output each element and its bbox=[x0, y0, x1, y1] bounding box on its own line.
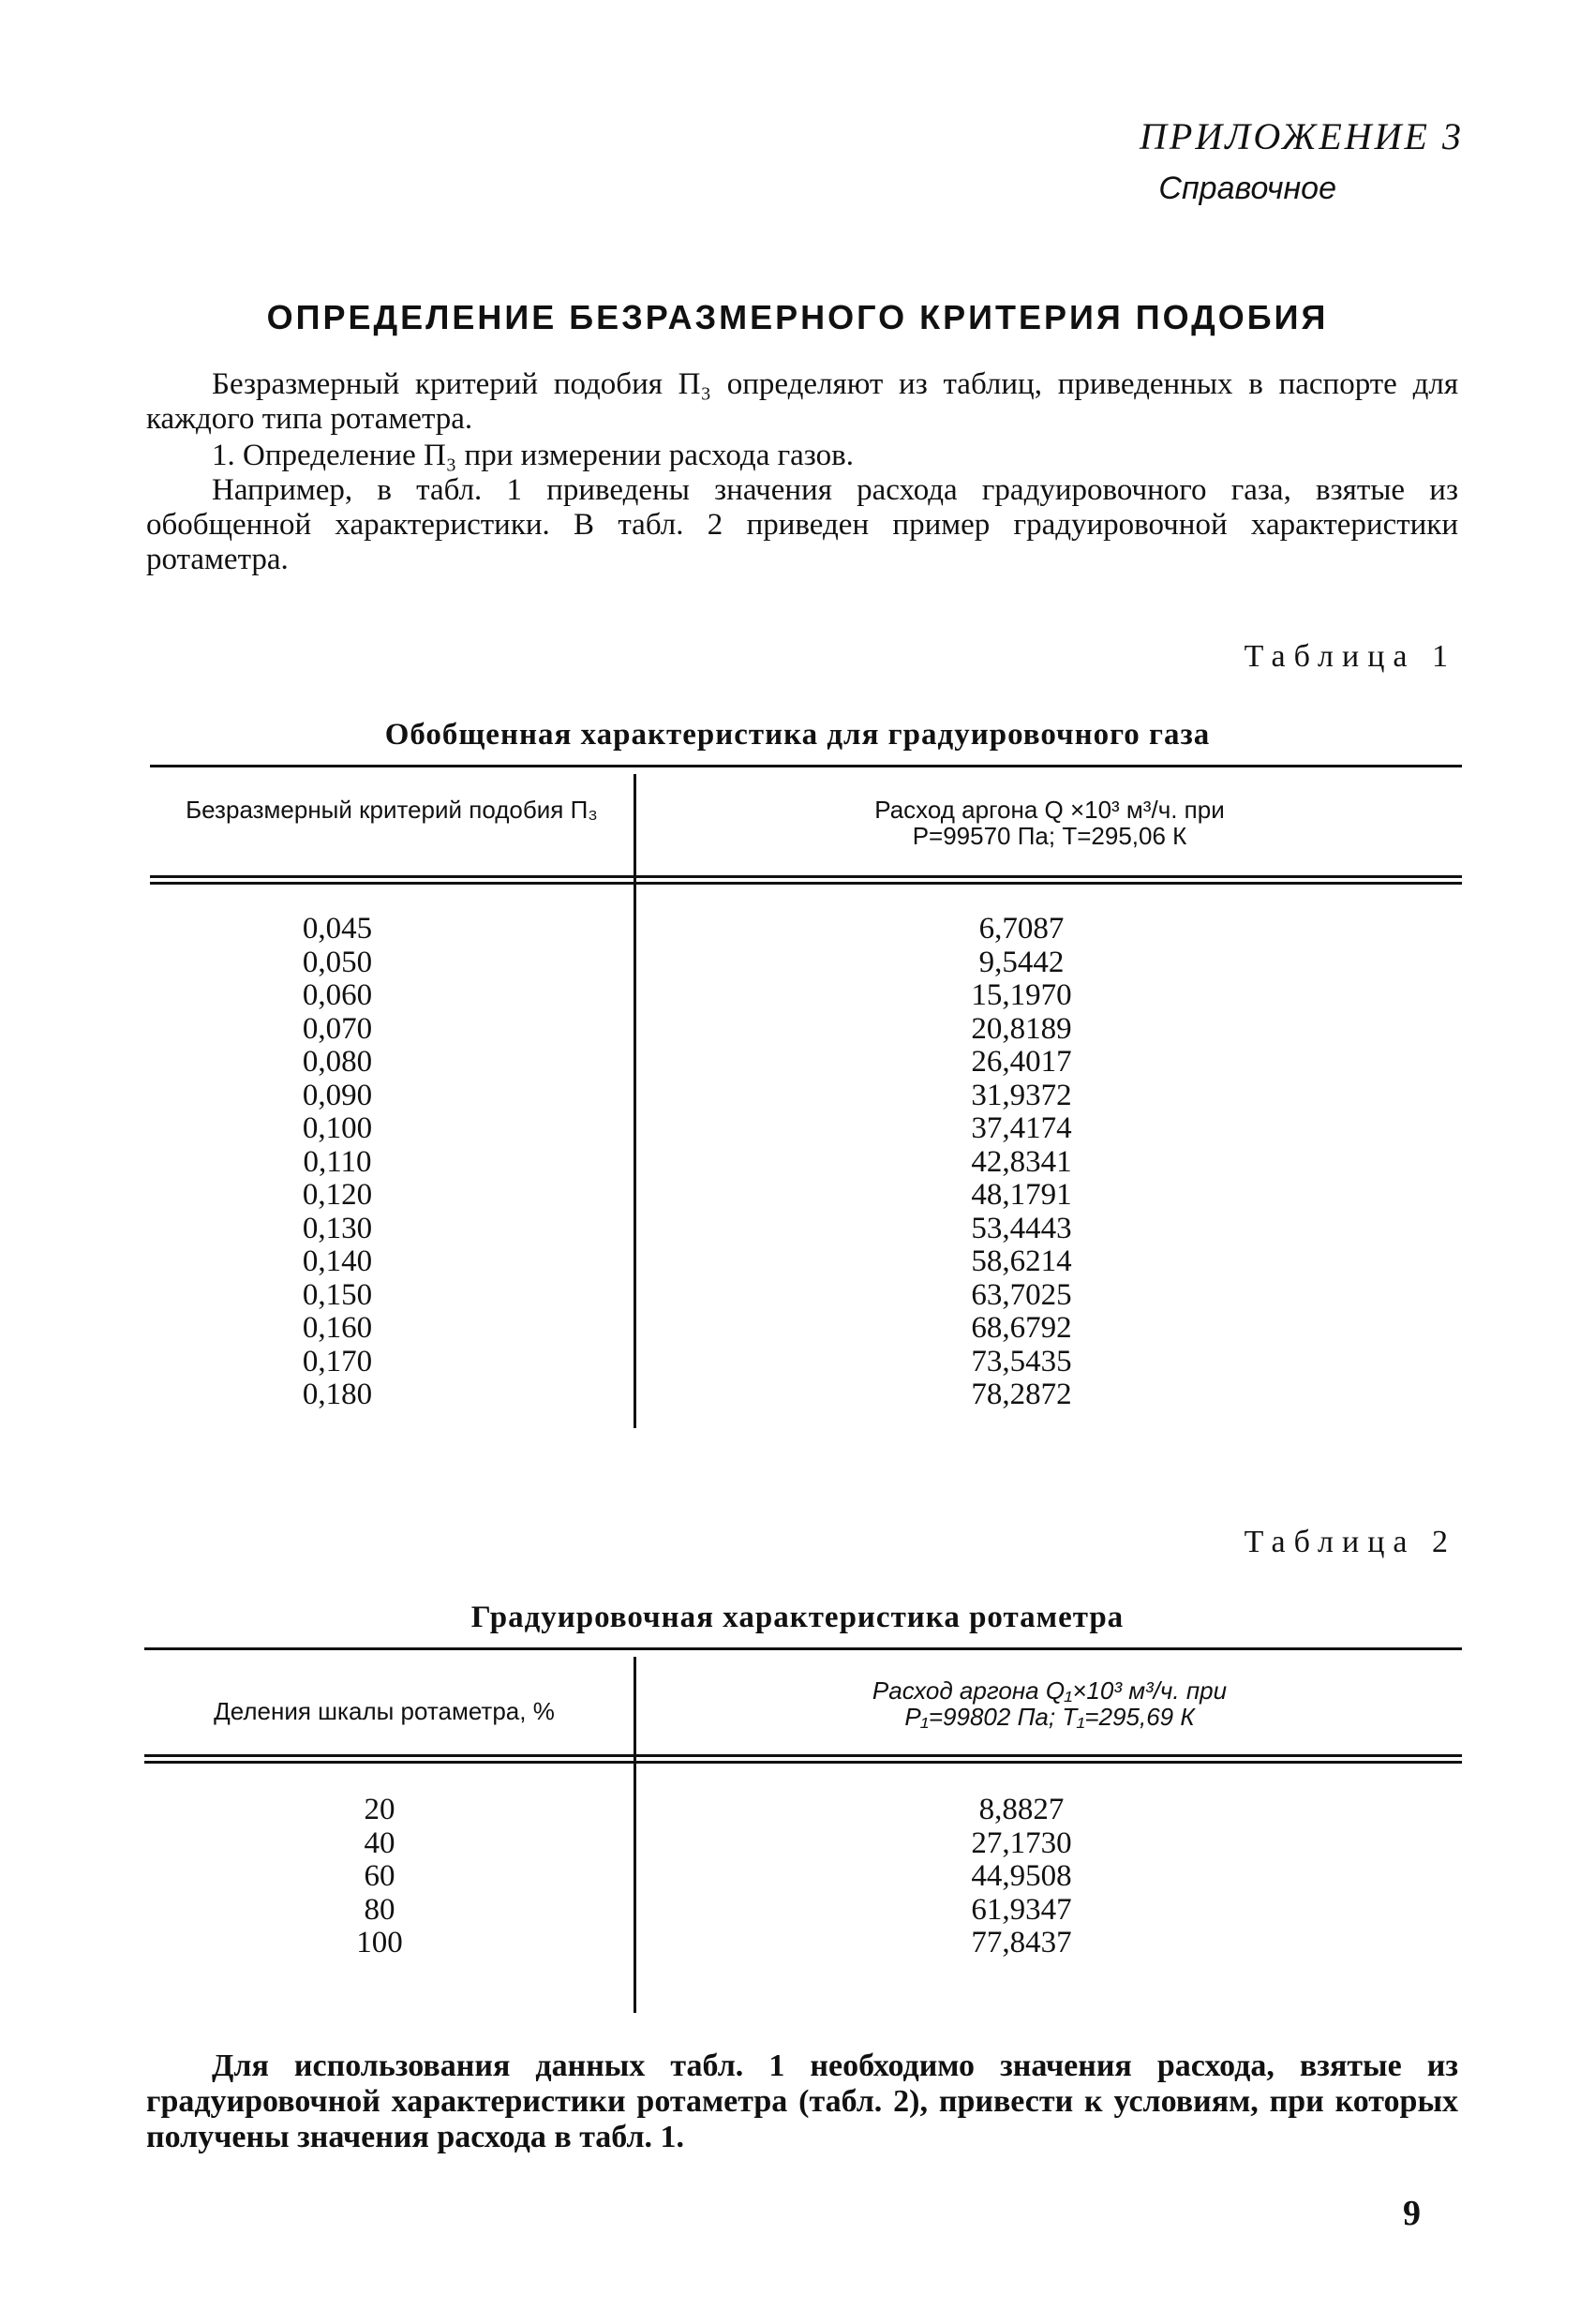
table1-cell-criterion: 0,080 bbox=[302, 1045, 373, 1079]
table2-caption: Градуировочная характеристика ротаметра bbox=[470, 1601, 1125, 1634]
table2-label: Таблица 2 bbox=[1244, 1525, 1456, 1559]
table2-cell-flow: 44,9508 bbox=[971, 1859, 1072, 1893]
table1-cell-criterion: 0,045 bbox=[302, 912, 373, 946]
table1-column-divider bbox=[634, 774, 636, 1428]
table2-col1-header: Деления шкалы ротаметра, % bbox=[214, 1697, 555, 1725]
table1-cell-flow: 58,6214 bbox=[971, 1244, 1072, 1278]
table1-cell-criterion: 0,160 bbox=[302, 1311, 373, 1345]
table1-label: Таблица 1 bbox=[1244, 639, 1456, 674]
table2-cell-flow: 27,1730 bbox=[971, 1825, 1072, 1860]
table1-cell-criterion: 0,140 bbox=[302, 1244, 373, 1278]
page-title: ОПРЕДЕЛЕНИЕ БЕЗРАЗМЕРНОГО КРИТЕРИЯ ПОДОБИЯ bbox=[266, 298, 1329, 336]
table1-cell-criterion: 0,120 bbox=[302, 1178, 373, 1212]
table2-col2-header bbox=[637, 1677, 1462, 1730]
table1-top-rule bbox=[150, 765, 1462, 767]
table1-col1-values bbox=[150, 913, 525, 1412]
table2-cell-flow: 8,8827 bbox=[978, 1793, 1065, 1826]
table1-cell-criterion: 0,110 bbox=[303, 1144, 372, 1179]
table1-cell-flow: 63,7025 bbox=[971, 1277, 1072, 1312]
table2-cell-scale: 60 bbox=[364, 1859, 395, 1893]
table2-cell-flow: 77,8437 bbox=[971, 1926, 1072, 1959]
appendix-label: ПРИЛОЖЕНИЕ 3 bbox=[1140, 115, 1464, 157]
table1-col2-values bbox=[825, 913, 1218, 1412]
table1-header-rule bbox=[150, 875, 1462, 885]
table2-column-divider bbox=[634, 1657, 636, 2013]
table1-caption: Обобщенная характеристика для градуировочного газа bbox=[384, 718, 1211, 752]
table1-cell-flow: 9,5442 bbox=[978, 945, 1065, 979]
table1-cell-flow: 26,4017 bbox=[971, 1045, 1072, 1079]
table1-cell-flow: 20,8189 bbox=[971, 1011, 1072, 1046]
table2-col2-values bbox=[825, 1794, 1218, 1960]
appendix-type: Справочное bbox=[1158, 171, 1336, 206]
table2-header-rule bbox=[144, 1754, 1462, 1764]
table1-cell-criterion: 0,130 bbox=[302, 1211, 373, 1245]
table2-col1-values bbox=[187, 1794, 572, 1960]
table1-cell-criterion: 0,180 bbox=[302, 1378, 373, 1411]
table2-col2-header-line1: Расход аргона Q₁×10³ м³/ч. при bbox=[872, 1676, 1228, 1705]
table2-cell-scale: 80 bbox=[364, 1892, 395, 1927]
table1-cell-criterion: 0,060 bbox=[302, 978, 373, 1012]
table1-col2-header-line2: P=99570 Па; T=295,06 К bbox=[912, 822, 1187, 850]
page-number: 9 bbox=[1403, 2194, 1421, 2233]
table1-cell-criterion: 0,090 bbox=[302, 1078, 373, 1112]
table1-cell-flow: 6,7087 bbox=[978, 912, 1065, 946]
table1-cell-criterion: 0,170 bbox=[302, 1344, 373, 1378]
table2-top-rule bbox=[144, 1647, 1462, 1650]
example-paragraph: Например, в табл. 1 приведены значения расхода градуировочного газа, взятые из обобщенной характеристики. В табл. 2 приведен пример градуировочной характеристики ротаметра. bbox=[146, 473, 1458, 576]
table1-cell-criterion: 0,070 bbox=[302, 1011, 373, 1046]
table1-col2-header-line1: Расход аргона Q ×10³ м³/ч. при bbox=[874, 796, 1225, 824]
table2-cell-flow: 61,9347 bbox=[971, 1892, 1072, 1927]
table1-col1-header: Безразмерный критерий подобия П₃ bbox=[186, 796, 598, 824]
table1-cell-flow: 31,9372 bbox=[971, 1078, 1072, 1112]
table2-cell-scale: 100 bbox=[356, 1926, 403, 1959]
closing-paragraph: Для использования данных табл. 1 необходимо значения расхода, взятые из градуировочной характеристики ротаметра (табл. 2), привести к условиям, при которых получены значения расхода в табл. 1. bbox=[146, 2048, 1458, 2154]
table2-cell-scale: 20 bbox=[364, 1793, 395, 1826]
table1-cell-flow: 37,4174 bbox=[971, 1111, 1072, 1145]
table2-col2-header-line2: P₁=99802 Па; T₁=295,69 К bbox=[904, 1703, 1195, 1731]
table2-cell-scale: 40 bbox=[364, 1825, 395, 1860]
intro-paragraph: Безразмерный критерий подобия П₃ определяют из таблиц, приведенных в паспорте для каждого типа ротаметра. bbox=[146, 367, 1458, 436]
table1-cell-flow: 73,5435 bbox=[971, 1344, 1072, 1378]
table1-cell-criterion: 0,100 bbox=[302, 1111, 373, 1145]
table1-cell-criterion: 0,050 bbox=[302, 945, 373, 979]
numbered-paragraph: 1. Определение П₃ при измерении расхода газов. bbox=[212, 439, 854, 472]
table1-col2-header bbox=[637, 797, 1462, 849]
table1-cell-flow: 15,1970 bbox=[971, 978, 1072, 1012]
table1-cell-flow: 78,2872 bbox=[971, 1378, 1072, 1411]
table1-cell-criterion: 0,150 bbox=[302, 1277, 373, 1312]
table1-cell-flow: 53,4443 bbox=[971, 1211, 1072, 1245]
table1-cell-flow: 48,1791 bbox=[971, 1178, 1072, 1212]
table1-cell-flow: 68,6792 bbox=[971, 1311, 1072, 1345]
table1-cell-flow: 42,8341 bbox=[971, 1144, 1072, 1179]
